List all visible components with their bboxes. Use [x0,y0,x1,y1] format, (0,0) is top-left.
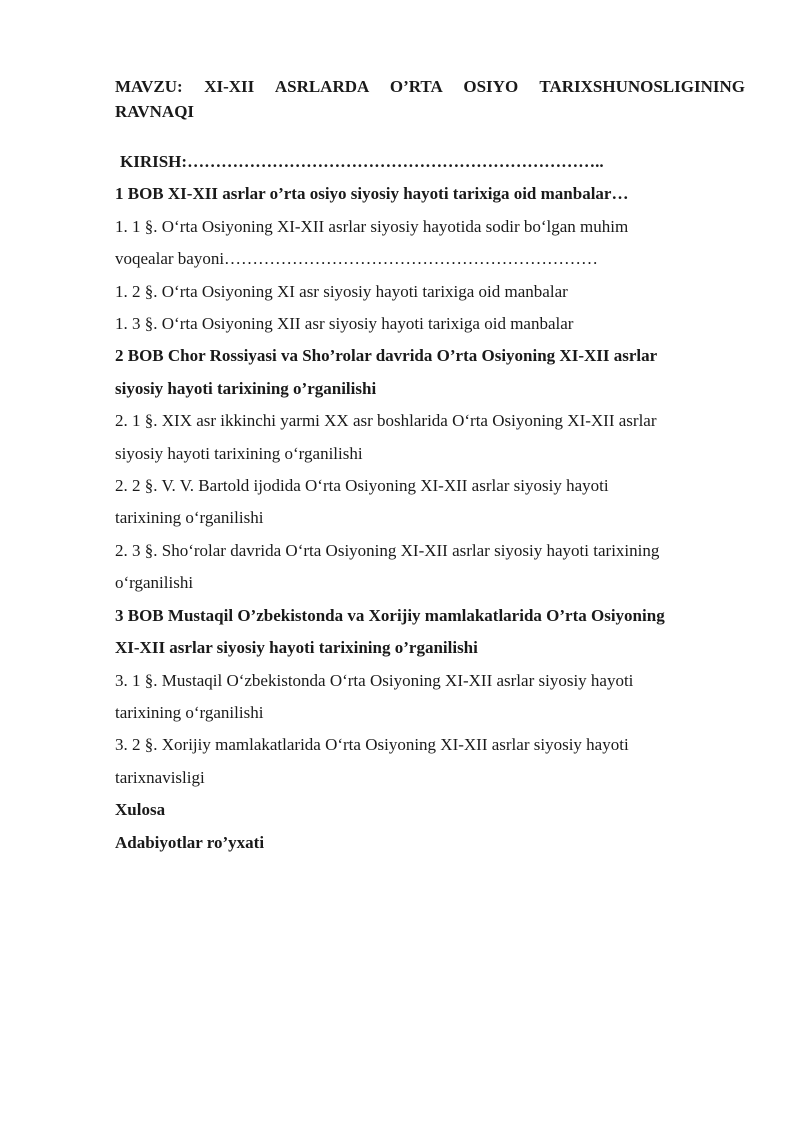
table-of-contents [115,146,745,859]
toc-bibliography: Adabiyotlar ro’yxati [115,832,265,852]
toc-conclusion: Xulosa [115,800,166,820]
toc-section-3-2: 3. 2 §. Xorijiy mamlakatlarida O‘rta Osiyoning XI-XII asrlar siyosiy hayoti [115,735,629,755]
toc-chapter-1: 1 BOB XI-XII asrlar o’rta osiyo siyosiy hayoti tarixiga oid manbalar… [115,184,629,204]
toc-section-2-3: 2. 3 §. Sho‘rolar davrida O‘rta Osiyoning XI-XII asrlar siyosiy hayoti tarixining [115,540,660,560]
toc-section-3-1: 3. 1 §. Mustaqil O‘zbekistonda O‘rta Osiyoning XI-XII asrlar siyosiy hayoti [115,670,634,690]
toc-entry-intro: KIRISH:……………………………………………………………….. [120,152,604,171]
toc-section-2-2: 2. 2 §. V. V. Bartold ijodida O‘rta Osiyoning XI-XII asrlar siyosiy hayoti [115,476,609,496]
toc-chapter-3-cont: XI-XII asrlar siyosiy hayoti tarixining o’rganilishi [115,638,478,658]
title-line-2: RAVNAQI [115,102,195,121]
toc-chapter-2: 2 BOB Chor Rossiyasi va Sho’rolar davrida O’rta Osiyoning XI-XII asrlar [115,346,658,366]
title-line-1: MAVZU: XI-XII ASRLARDA O’RTA OSIYO TARIXSHUNOSLIGINING [115,77,745,96]
document-page [115,74,745,859]
toc-chapter-3: 3 BOB Mustaqil O’zbekistonda va Xorijiy mamlakatlarida O’rta Osiyoning [115,605,665,625]
toc-section-2-1: 2. 1 §. XIX asr ikkinchi yarmi XX asr boshlarida O‘rta Osiyoning XI-XII asrlar [115,411,657,431]
document-title [115,74,745,124]
toc-section-2-3-cont: o‘rganilishi [115,573,194,593]
toc-section-1-3: 1. 3 §. O‘rta Osiyoning XII asr siyosiy hayoti tarixiga oid manbalar [115,314,574,334]
toc-section-1-1: 1. 1 §. O‘rta Osiyoning XI-XII asrlar siyosiy hayotida sodir bo‘lgan muhim [115,216,629,236]
toc-section-2-1-cont: siyosiy hayoti tarixining o‘rganilishi [115,443,363,463]
toc-section-3-2-cont: tarixnavisligi [115,767,205,787]
toc-section-3-1-cont: tarixining o‘rganilishi [115,702,264,722]
toc-section-1-2: 1. 2 §. O‘rta Osiyoning XI asr siyosiy hayoti tarixiga oid manbalar [115,281,568,301]
toc-section-2-2-cont: tarixining o‘rganilishi [115,508,264,528]
toc-section-1-1-cont: voqealar bayoni………………………………………………………… [115,249,599,269]
toc-chapter-2-cont: siyosiy hayoti tarixining o’rganilishi [115,378,377,398]
